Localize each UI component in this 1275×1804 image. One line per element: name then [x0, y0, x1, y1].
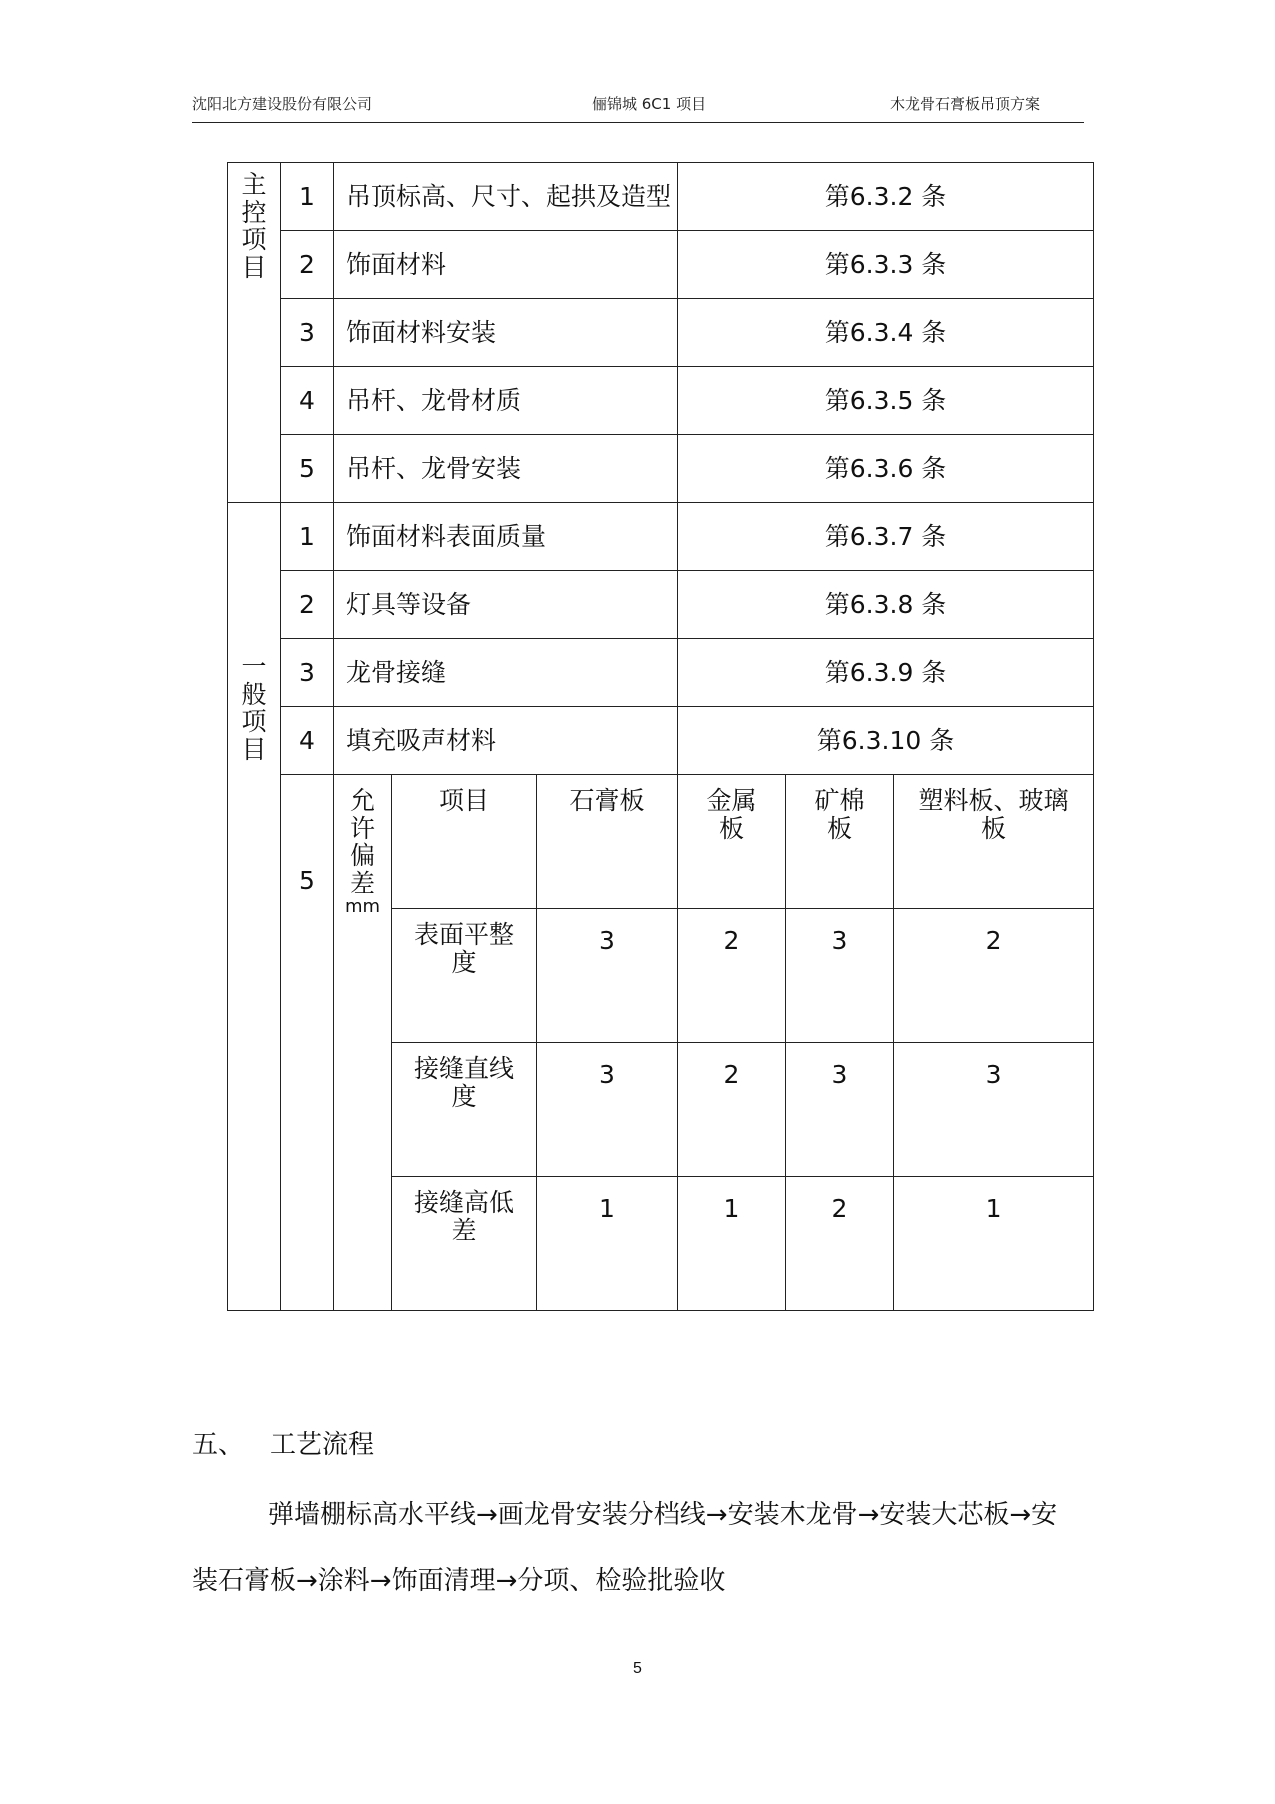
acceptance-table: [227, 162, 1094, 1311]
item-name: 灯具等设备: [334, 571, 678, 639]
tolerance-header-item: 项目: [392, 775, 537, 909]
tolerance-value-gypsum: 3: [537, 909, 678, 1043]
item-number: 1: [281, 503, 334, 571]
item-number: 5: [281, 775, 334, 1311]
header-project: 俪锦城 6C1 项目: [592, 95, 707, 113]
table-row: [228, 435, 1094, 503]
header-rule: [192, 122, 1084, 123]
item-number: 2: [281, 571, 334, 639]
tolerance-label: 允 许 偏 差 mm: [334, 775, 392, 1311]
tolerance-value-metal: 2: [678, 1043, 786, 1177]
item-clause: 第6.3.10 条: [678, 707, 1094, 775]
item-clause: 第6.3.8 条: [678, 571, 1094, 639]
item-clause: 第6.3.6 条: [678, 435, 1094, 503]
table-row: [228, 639, 1094, 707]
header-company: 沈阳北方建设股份有限公司: [192, 95, 373, 113]
tolerance-value-mineral: 2: [786, 1177, 894, 1311]
item-name: 饰面材料表面质量: [334, 503, 678, 571]
item-number: 2: [281, 231, 334, 299]
table-row: [228, 163, 1094, 231]
general-label: 一 般 项 目: [228, 503, 281, 1311]
item-name: 吊顶标高、尺寸、起拱及造型: [334, 163, 678, 231]
tolerance-value-mineral: 3: [786, 1043, 894, 1177]
tolerance-value-metal: 2: [678, 909, 786, 1043]
item-number: 4: [281, 367, 334, 435]
item-number: 3: [281, 299, 334, 367]
tolerance-value-plastic: 3: [894, 1043, 1094, 1177]
page-number: 5: [633, 1660, 642, 1677]
item-clause: 第6.3.9 条: [678, 639, 1094, 707]
table-row: [228, 571, 1094, 639]
table-row: [228, 299, 1094, 367]
tolerance-header-row: [228, 775, 1094, 909]
tolerance-header-mineral: 矿棉 板: [786, 775, 894, 909]
table-row: [228, 367, 1094, 435]
tolerance-value-gypsum: 3: [537, 1043, 678, 1177]
tolerance-value-gypsum: 1: [537, 1177, 678, 1311]
item-number: 5: [281, 435, 334, 503]
tolerance-header-plastic: 塑料板、玻璃 板: [894, 775, 1094, 909]
item-number: 1: [281, 163, 334, 231]
table-row: [228, 707, 1094, 775]
tolerance-item-name: 接缝直线 度: [392, 1043, 537, 1177]
item-name: 龙骨接缝: [334, 639, 678, 707]
item-name: 填充吸声材料: [334, 707, 678, 775]
tolerance-item-name: 表面平整 度: [392, 909, 537, 1043]
tolerance-header-gypsum: 石膏板: [537, 775, 678, 909]
item-clause: 第6.3.3 条: [678, 231, 1094, 299]
table-row: [228, 503, 1094, 571]
section-title: 工艺流程: [270, 1430, 375, 1460]
tolerance-value-mineral: 3: [786, 909, 894, 1043]
header-doc-title: 木龙骨石膏板吊顶方案: [890, 95, 1041, 113]
item-name: 饰面材料: [334, 231, 678, 299]
item-clause: 第6.3.7 条: [678, 503, 1094, 571]
item-clause: 第6.3.2 条: [678, 163, 1094, 231]
item-number: 3: [281, 639, 334, 707]
item-clause: 第6.3.5 条: [678, 367, 1094, 435]
tolerance-item-name: 接缝高低 差: [392, 1177, 537, 1311]
main-control-label: 主 控 项 目: [228, 163, 281, 503]
item-name: 饰面材料安装: [334, 299, 678, 367]
item-number: 4: [281, 707, 334, 775]
section-number: 五、: [192, 1430, 245, 1460]
item-name: 吊杆、龙骨安装: [334, 435, 678, 503]
table-row: [228, 231, 1094, 299]
tolerance-header-metal: 金属 板: [678, 775, 786, 909]
tolerance-value-plastic: 1: [894, 1177, 1094, 1311]
item-clause: 第6.3.4 条: [678, 299, 1094, 367]
item-name: 吊杆、龙骨材质: [334, 367, 678, 435]
tolerance-value-plastic: 2: [894, 909, 1094, 1043]
tolerance-value-metal: 1: [678, 1177, 786, 1311]
process-flow-paragraph: 弹墙棚标高水平线→画龙骨安装分档线→安装木龙骨→安装大芯板→安装石膏板→涂料→饰面清理→分项、检验批验收: [192, 1500, 1058, 1596]
